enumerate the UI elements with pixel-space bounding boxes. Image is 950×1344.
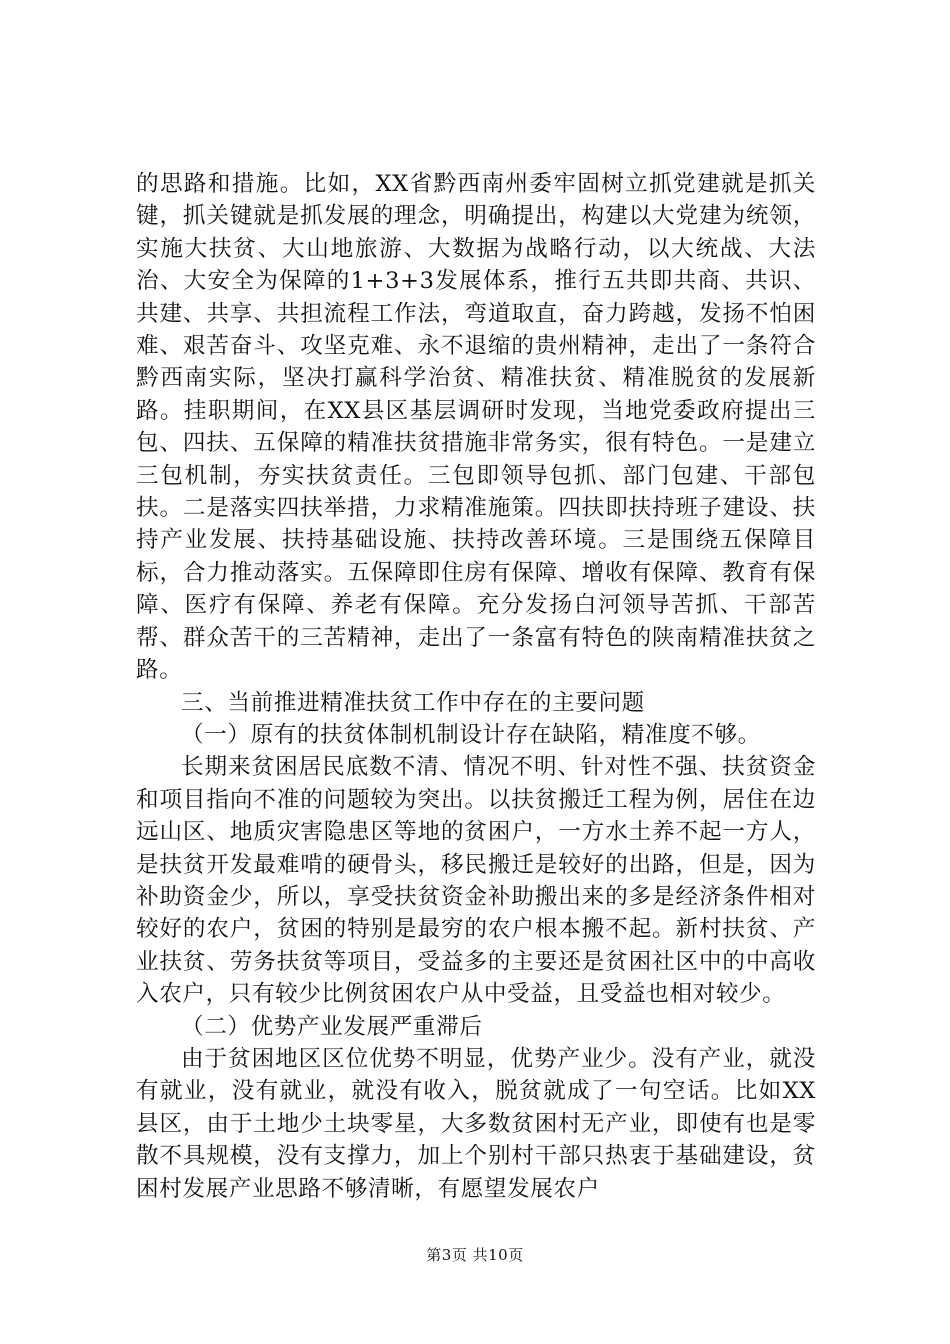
subsection-heading-2: （二）优势产业发展严重滞后 bbox=[181, 1013, 483, 1040]
subsection-heading-1: （一）原有的扶贫体制机制设计存在缺陷，精准度不够。 bbox=[181, 721, 761, 748]
document-body bbox=[136, 168, 816, 1205]
section-heading: 三、当前推进精准扶贫工作中存在的主要问题 bbox=[181, 689, 645, 716]
page-number-footer: 第3页 共10页 bbox=[426, 1246, 524, 1264]
paragraph-body-2: 由于贫困地区区位优势不明显，优势产业少。没有产业，就没有就业，没有就业，就没有收入，脱贫就成了一句空话。比如XX县区，由于土地少土块零星，大多数贫困村无产业，即使有也是零散不具规模，没有支撑力，加上个别村干部只热衷于基础建设，贫困村发展产业思路不够清晰，有愿望发展农户 bbox=[136, 1045, 816, 1202]
paragraph-body-1: 长期来贫困居民底数不清、情况不明、针对性不强、扶贫资金和项目指向不准的问题较为突出。以扶贫搬迁工程为例，居住在边远山区、地质灾害隐患区等地的贫困户，一方水土养不起一方人，是扶贫开发最难啃的硬骨头，移民搬迁是较好的出路，但是，因为补助资金少，所以，享受扶贫资金补助搬出来的多是经济条件相对较好的农户，贫困的特别是最穷的农户根本搬不起。新村扶贫、产业扶贫、劳务扶贫等项目，受益多的主要还是贫困社区中的中高收入农户，只有较少比例贫困农户从中受益，且受益也相对较少。 bbox=[136, 754, 816, 1008]
paragraph-continuation: 的思路和措施。比如，XX省黔西南州委牢固树立抓党建就是抓关键，抓关键就是抓发展的理念，明确提出，构建以大党建为统领，实施大扶贫、大山地旅游、大数据为战略行动，以大统战、大法治、大安全为保障的1+3+3发展体系，推行五共即共商、共识、共建、共享、共担流程工作法，弯道取直，奋力跨越，发扬不怕困难、艰苦奋斗、攻坚克难、永不退缩的贵州精神，走出了一条符合黔西南实际，坚决打赢科学治贫、精准扶贫、精准脱贫的发展新路。挂职期间，在XX县区基层调研时发现，当地党委政府提出三包、四扶、五保障的精准扶贫措施非常务实，很有特色。一是建立三包机制，夯实扶贫责任。三包即领导包抓、部门包建、干部包扶。二是落实四扶举措，力求精准施策。四扶即扶持班子建设、扶持产业发展、扶持基础设施、扶持改善环境。三是围绕五保障目标，合力推动落实。五保障即住房有保障、增收有保障、教育有保障、医疗有保障、养老有保障。充分发扬白河领导苦抓、干部苦帮、群众苦干的三苦精神，走出了一条富有特色的陕南精准扶贫之路。 bbox=[136, 171, 816, 684]
